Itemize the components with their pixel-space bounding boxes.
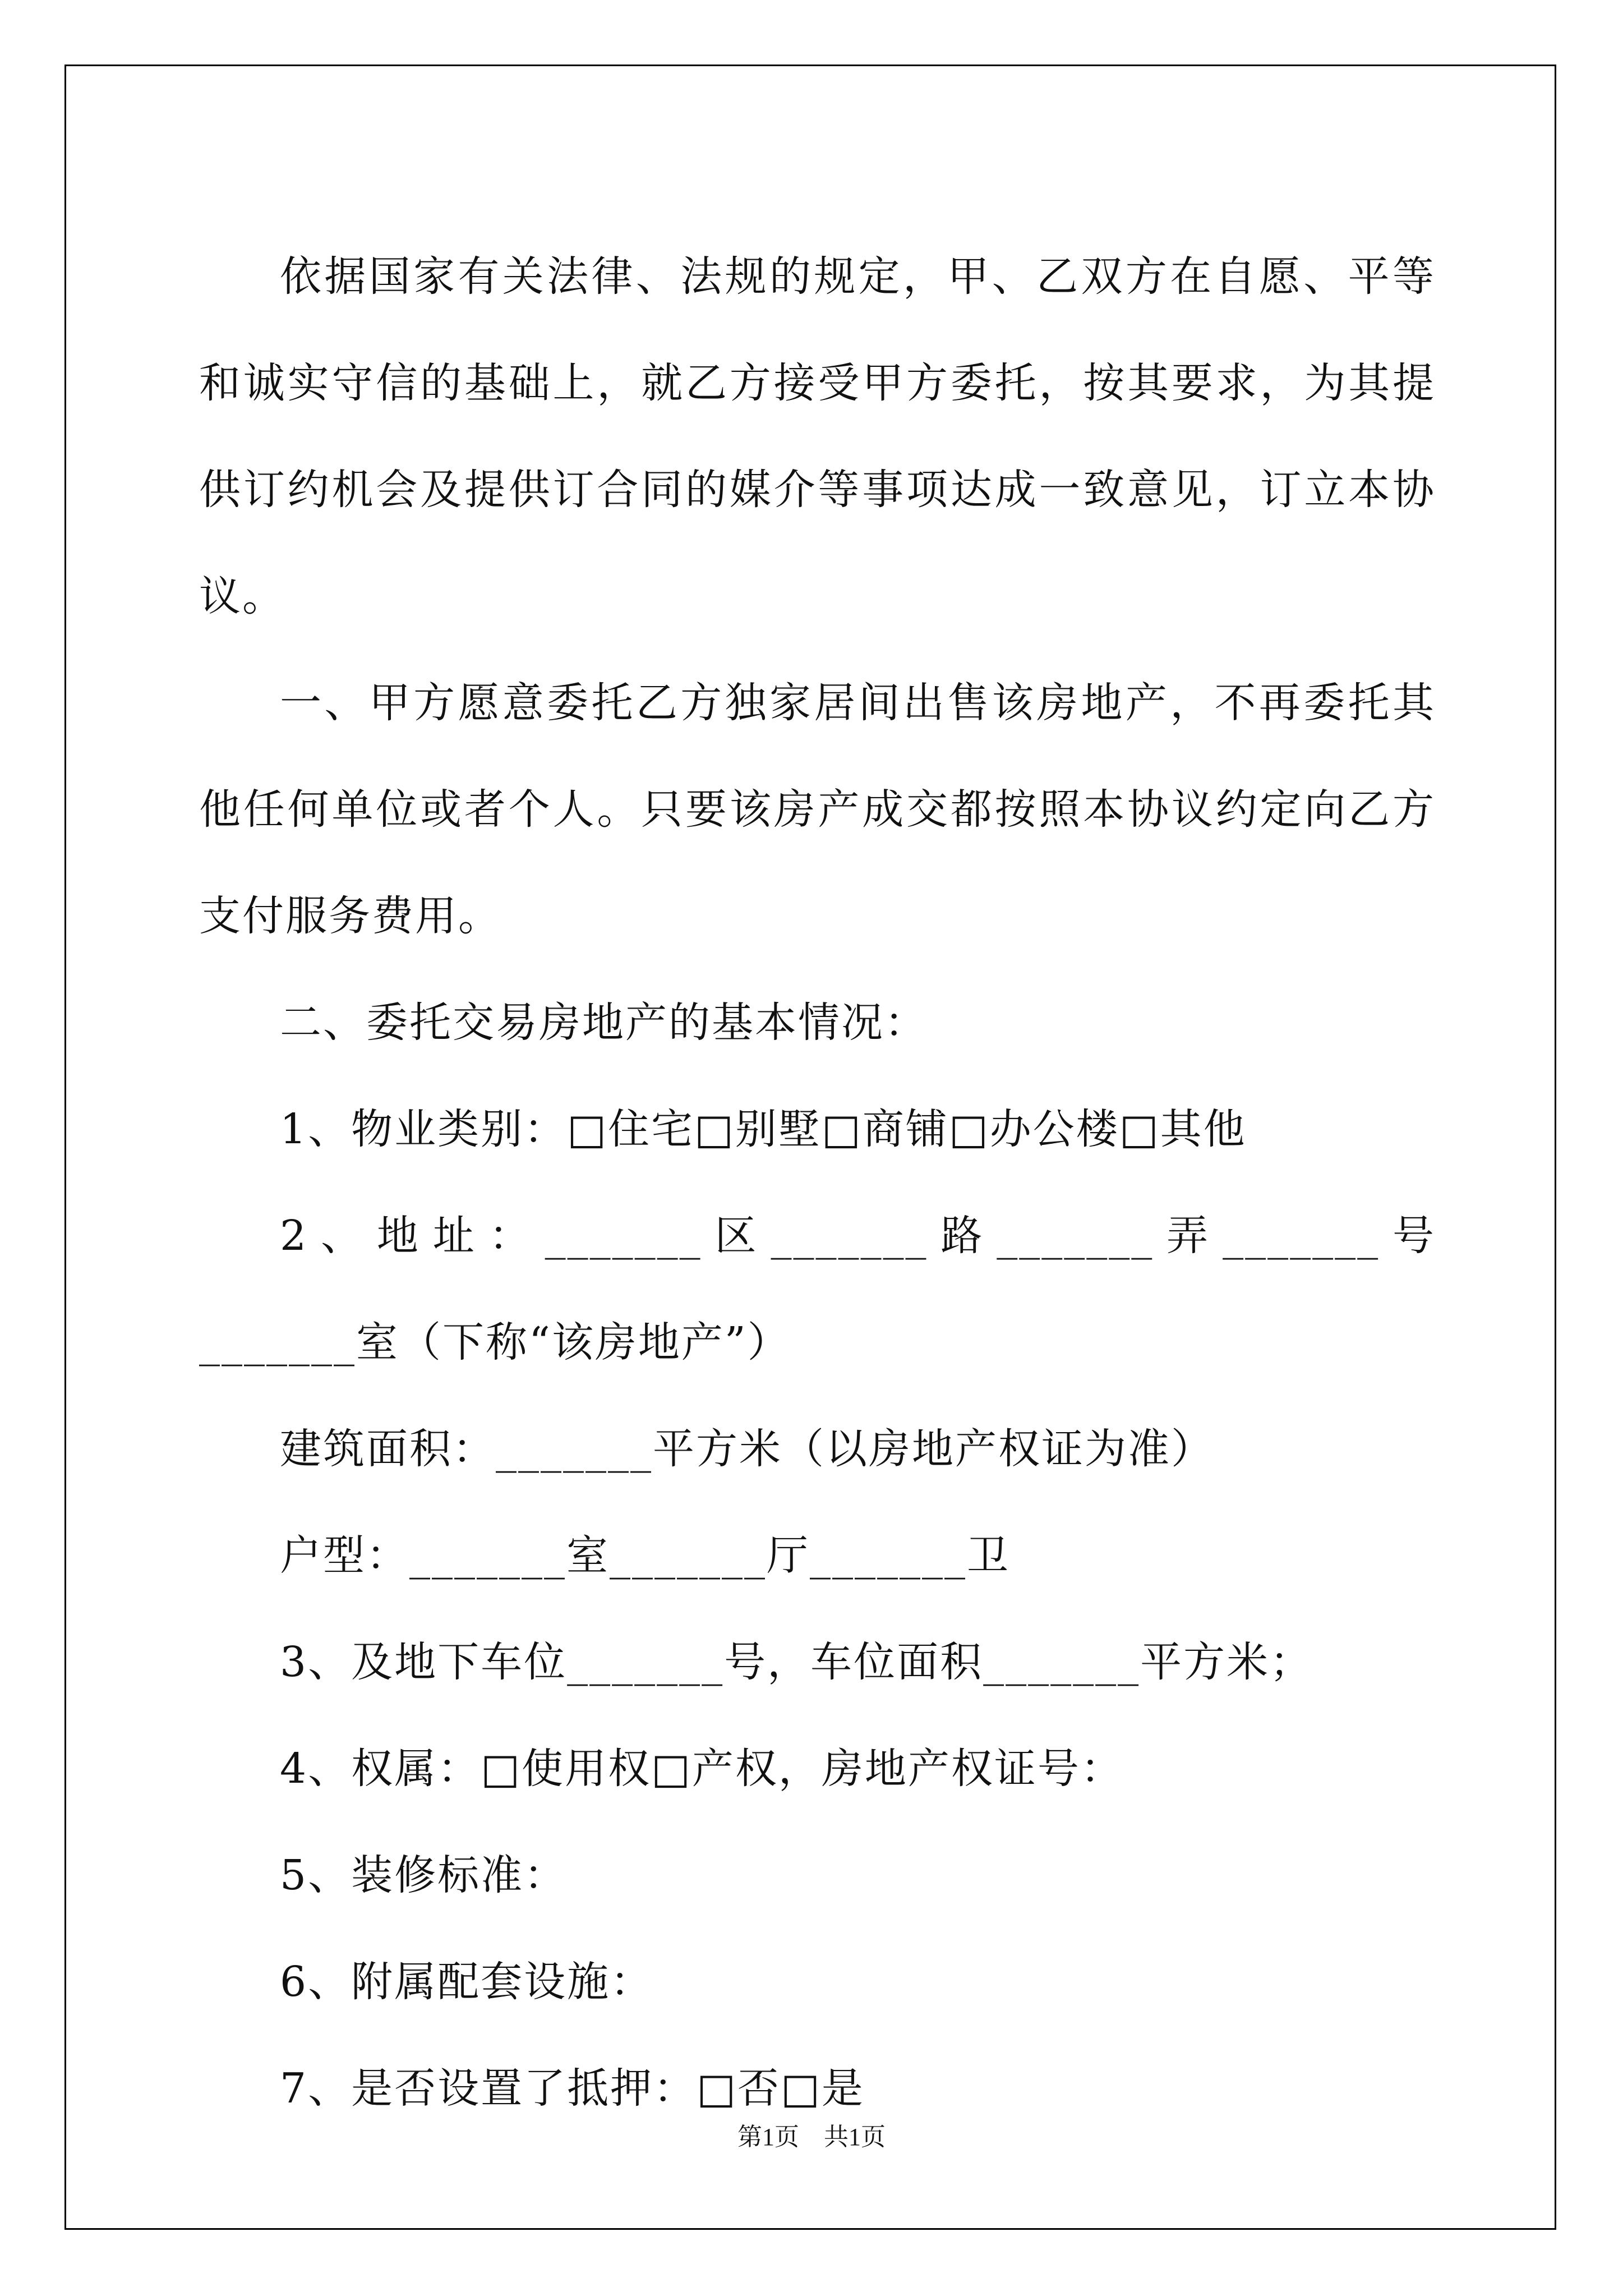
paragraph-facilities: 6、附属配套设施： xyxy=(280,1958,654,2006)
paragraph-clause-2-heading: 二、委托交易房地产的基本情况： xyxy=(280,999,928,1047)
page-number: 第1页 共1页 xyxy=(737,2123,886,2151)
paragraph-address: 2、地址：_______区_______路_______弄_______号_______室（下称“该房地产”） xyxy=(199,1212,1436,1366)
paragraph-layout: 户型：_______室_______厅_______卫 xyxy=(280,1531,1010,1580)
document-body xyxy=(199,223,1436,2142)
paragraph-clause-1: 一、甲方愿意委托乙方独家居间出售该房地产，不再委托其他任何单位或者个人。只要该房产成交都按照本协议约定向乙方支付服务费用。 xyxy=(199,679,1436,940)
paragraph-decoration: 5、装修标准： xyxy=(280,1851,568,1899)
paragraph-mortgage: 7、是否设置了抵押：□否□是 xyxy=(280,2064,865,2113)
paragraph-property-type: 1、物业类别：□住宅□别墅□商铺□办公楼□其他 xyxy=(280,1105,1247,1153)
paragraph-parking: 3、及地下车位_______号，车位面积_______平方米； xyxy=(280,1638,1313,1686)
paragraph-ownership: 4、权属：□使用权□产权，房地产权证号： xyxy=(280,1745,1124,1793)
paragraph-floor-area: 建筑面积：_______平方米（以房地产权证为准） xyxy=(280,1425,1214,1473)
paragraph-intro: 依据国家有关法律、法规的规定，甲、乙双方在自愿、平等和诚实守信的基础上，就乙方接受甲方委托，按其要求，为其提供订约机会及提供订合同的媒介等事项达成一致意见，订立本协议。 xyxy=(199,252,1436,620)
